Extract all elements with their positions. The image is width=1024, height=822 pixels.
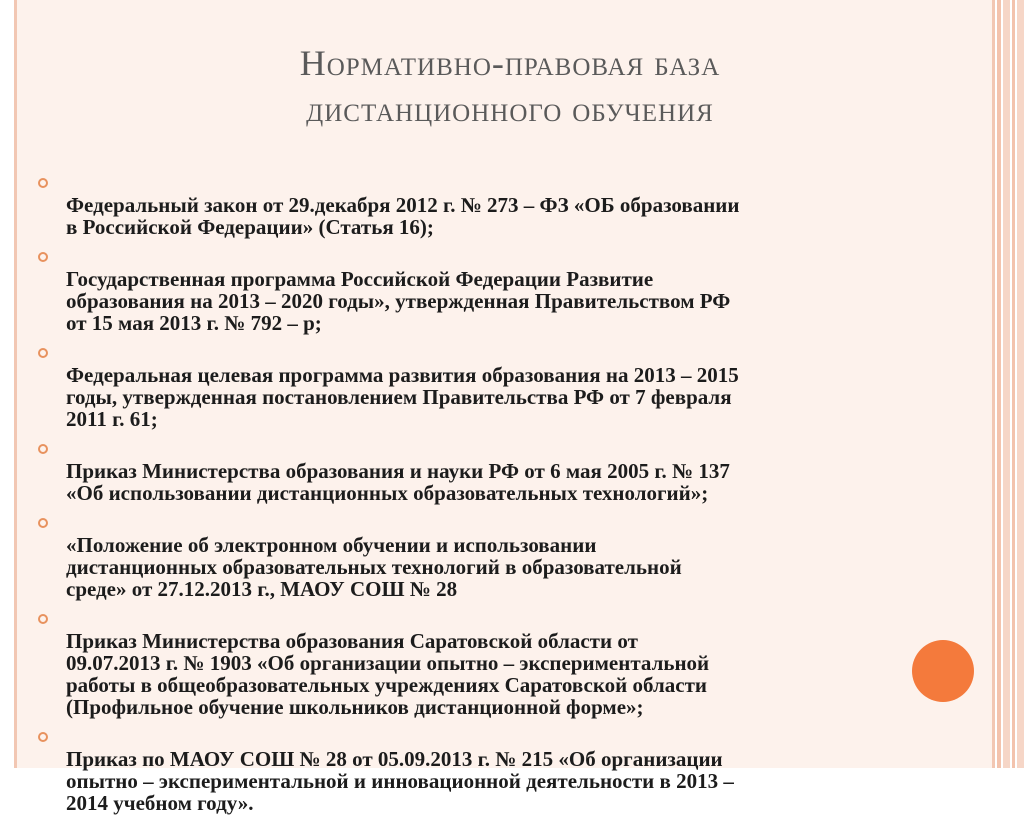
decor-stripe [1003, 0, 1010, 768]
bullet-circle-icon [38, 614, 48, 624]
bullet-text: Федеральная целевая программа развития образования на 2013 – 2015 годы, утвержденная постановлением Правительства РФ от 7 февраля 2011 г. 61; [66, 363, 739, 431]
decor-stripe [1017, 0, 1024, 768]
bullet-circle-icon [38, 732, 48, 742]
slide-title-line-2: дистанционного обучения [306, 89, 714, 129]
bullet-item [38, 726, 988, 814]
bullet-circle-icon [38, 178, 48, 188]
bullet-circle-icon [38, 252, 48, 262]
bullet-item [38, 608, 988, 718]
bullet-text: Приказ Министерства образования и науки РФ от 6 мая 2005 г. № 137 «Об использовании дистанционных образовательных технологий»; [66, 459, 730, 505]
bullet-text: Государственная программа Российской Федерации Развитие образования на 2013 – 2020 годы», утвержденная Правительством РФ от 15 мая 2013 г. № 792 – р; [66, 267, 731, 335]
bullet-circle-icon [38, 348, 48, 358]
decorative-circle [912, 640, 974, 702]
bullet-circle-icon [38, 518, 48, 528]
decor-stripe [1012, 0, 1015, 768]
slide-title-line-1: Нормативно-правовая база [299, 43, 721, 83]
bullet-item [38, 172, 988, 238]
bullet-item [38, 246, 988, 334]
bullet-circle-icon [38, 444, 48, 454]
bullet-item [38, 438, 988, 504]
bullet-text: Приказ по МАОУ СОШ № 28 от 05.09.2013 г. № 215 «Об организации опытно – экспериментальной и инновационной деятельности в 2013 – 2014 учебном году». [66, 747, 734, 815]
bullet-item [38, 342, 988, 430]
bullet-text: Приказ Министерства образования Саратовской области от 09.07.2013 г. № 1903 «Об организации опытно – экспериментальной работы в общеобразовательных учреждениях Саратовской области (Профильное обучение школьников дистанционной форме»; [66, 629, 710, 719]
bullet-text: «Положение об электронном обучении и использовании дистанционных образовательных технологий в образовательной среде» от 27.12.2013 г., МАОУ СОШ № 28 [66, 533, 682, 601]
bullet-text: Федеральный закон от 29.декабря 2012 г. № 273 – ФЗ «ОБ образовании в Российской Федерации» (Статья 16); [66, 193, 740, 239]
bullet-list [38, 172, 988, 822]
slide-title [60, 40, 960, 132]
bullet-item [38, 512, 988, 600]
decor-stripe [997, 0, 1001, 768]
